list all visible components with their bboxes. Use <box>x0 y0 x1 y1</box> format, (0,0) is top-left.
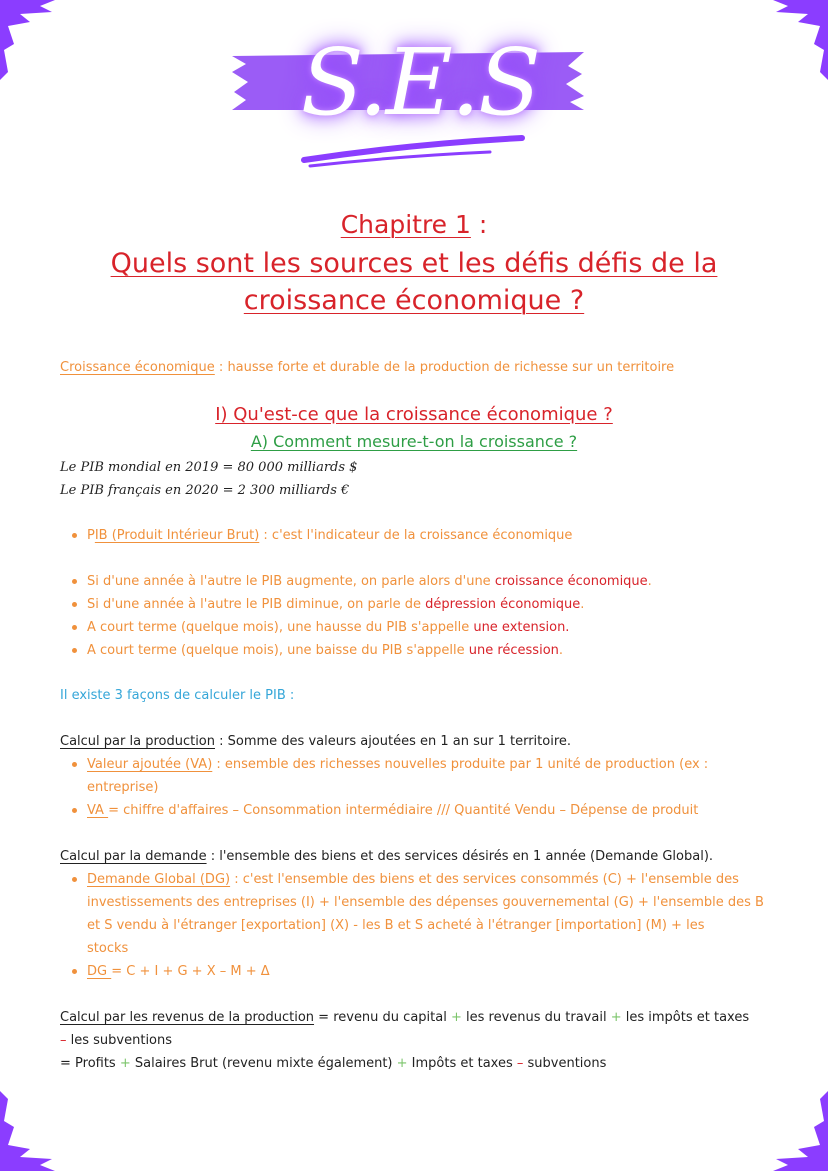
calcul-demande: Calcul par la demande : l'ensemble des biens et des services désirés en 1 année (Demande Global). <box>60 849 714 864</box>
production-bullet-formula: VA = chiffre d'affaires – Consommation intermédiaire /// Quantité Vendu – Dépense de produit <box>72 803 698 818</box>
ways-intro: Il existe 3 façons de calculer le PIB : <box>60 688 295 703</box>
corner-brush-bottom-right <box>768 1091 828 1171</box>
corner-brush-bottom-left <box>0 1091 60 1171</box>
pib-definition: PIB (Produit Intérieur Brut) : c'est l'indicateur de la croissance économique <box>72 528 572 543</box>
logo-ses: S.E.S <box>300 29 540 136</box>
section-heading: I) Qu'est-ce que la croissance économique ? <box>215 404 613 425</box>
corner-brush-top-right <box>768 0 828 80</box>
section-subheading: A) Comment mesure-t-on la croissance ? <box>250 432 578 451</box>
pib-bullet-1: Si d'une année à l'autre le PIB augmente, on parle alors d'une croissance économique. <box>72 574 652 589</box>
chapter-question-line2: croissance économique ? <box>243 285 585 316</box>
pib-bullet-2: Si d'une année à l'autre le PIB diminue, on parle de dépression économique. <box>72 597 584 612</box>
demande-bullet-dg: Demande Global (DG) : c'est l'ensemble des biens et des services consommés (C) + l'ensemble des <box>72 872 739 887</box>
calcul-revenus-l2: – les subventions <box>60 1033 173 1048</box>
demande-bullet-formula: DG = C + I + G + X – M + Δ <box>72 964 270 979</box>
demande-bullet-dg-l3: et S vendu à l'étranger [exportation] (X) - les B et S acheté à l'étranger [importation] (M) + les <box>87 918 705 933</box>
fact-pib-francais: Le PIB français en 2020 = 2 300 milliards € <box>60 483 350 498</box>
production-bullet-va-cont: entreprise) <box>87 780 159 795</box>
pib-bullet-4: A court terme (quelque mois), une baisse du PIB s'appelle une récession. <box>72 643 563 658</box>
calcul-revenus: Calcul par les revenus de la production = revenu du capital + les revenus du travail + les impôts et taxes <box>60 1010 750 1025</box>
corner-brush-top-left <box>0 0 60 80</box>
chapter-title: Chapitre 1 : <box>340 210 488 239</box>
production-bullet-va: Valeur ajoutée (VA) : ensemble des richesses nouvelles produite par 1 unité de production (ex : <box>72 757 708 772</box>
calcul-production: Calcul par la production : Somme des valeurs ajoutées en 1 an sur 1 territoire. <box>60 734 572 749</box>
chapter-question-line1: Quels sont les sources et les défis défis de la <box>110 248 718 279</box>
fact-pib-mondial: Le PIB mondial en 2019 = 80 000 milliards $ <box>60 460 358 475</box>
demande-bullet-dg-l2: investissements des entreprises (I) + l'ensemble des dépenses gouvernemental (G) + l'ensemble des B <box>87 895 764 910</box>
definition-croissance: Croissance économique : hausse forte et durable de la production de richesse sur un territoire <box>60 360 675 375</box>
calcul-revenus-l3: = Profits + Salaires Brut (revenu mixte également) + Impôts et taxes – subventions <box>60 1056 607 1071</box>
demande-bullet-dg-l4: stocks <box>87 941 129 956</box>
pib-bullet-3: A court terme (quelque mois), une hausse du PIB s'appelle une extension. <box>72 620 569 635</box>
logo-swoosh <box>300 130 530 170</box>
